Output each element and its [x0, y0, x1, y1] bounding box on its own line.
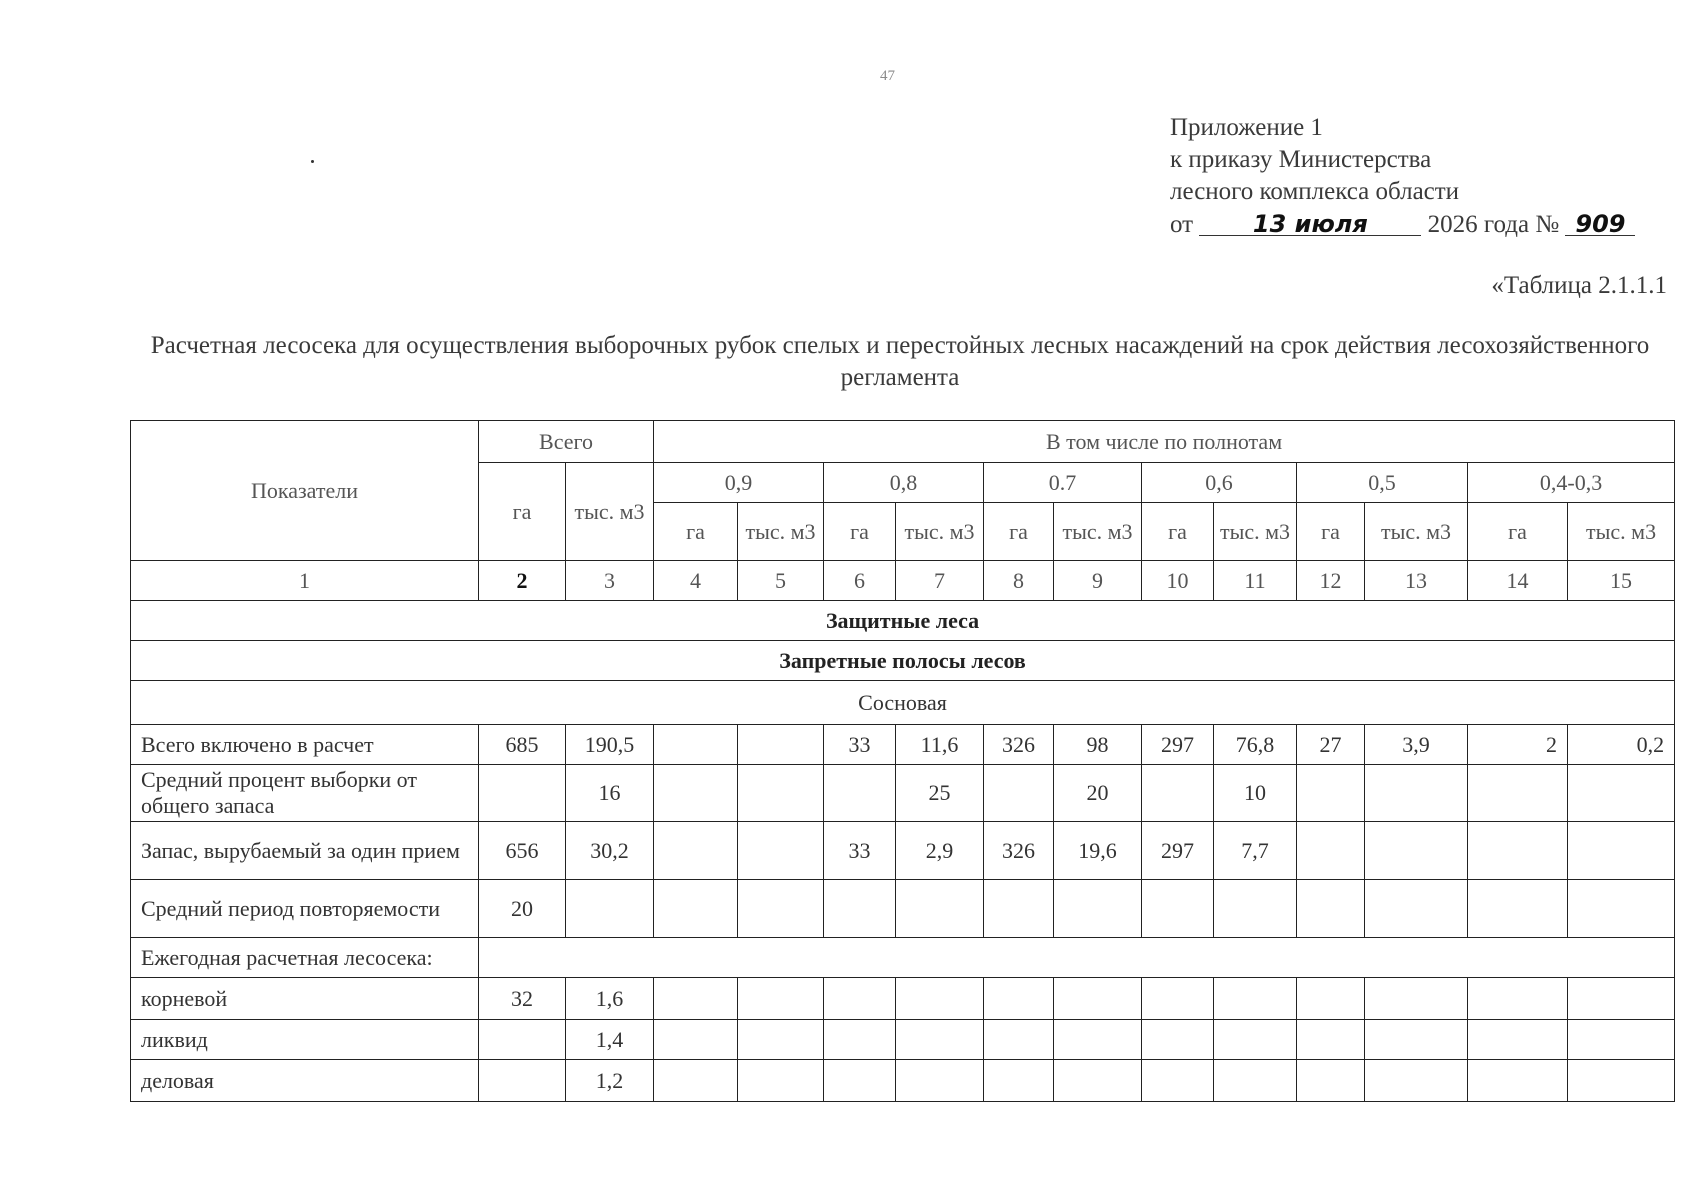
- cell: [1297, 1020, 1365, 1060]
- cell: [1365, 1060, 1468, 1102]
- cell: [824, 1060, 896, 1102]
- cell: [1568, 822, 1675, 880]
- cell: [1365, 880, 1468, 938]
- cell: [824, 978, 896, 1020]
- cell: [1214, 1060, 1297, 1102]
- header-m3: тыс. м3: [738, 503, 824, 561]
- cell: 98: [1054, 725, 1142, 765]
- col-number: 13: [1365, 561, 1468, 601]
- cell: 7,7: [1214, 822, 1297, 880]
- cell: [1054, 978, 1142, 1020]
- header-total-ha: га: [479, 463, 566, 561]
- cell: [1142, 1020, 1214, 1060]
- cell: 20: [479, 880, 566, 938]
- cell: [1568, 880, 1675, 938]
- cell: [984, 1020, 1054, 1060]
- header-density-0-5: 0,5: [1297, 463, 1468, 503]
- cell: [1214, 1020, 1297, 1060]
- cell: [1468, 1060, 1568, 1102]
- cell: 0,2: [1568, 725, 1675, 765]
- cell: [896, 978, 984, 1020]
- header-m3: тыс. м3: [1365, 503, 1468, 561]
- header-density-0-7: 0.7: [984, 463, 1142, 503]
- col-number: 12: [1297, 561, 1365, 601]
- col-number: 6: [824, 561, 896, 601]
- cell: 20: [1054, 765, 1142, 822]
- cell: 297: [1142, 822, 1214, 880]
- row-label: Запас, вырубаемый за один прием: [131, 822, 479, 880]
- cell: [1142, 978, 1214, 1020]
- cell: [1568, 765, 1675, 822]
- cell: 1,2: [566, 1060, 654, 1102]
- col-number: 5: [738, 561, 824, 601]
- cell: 190,5: [566, 725, 654, 765]
- header-density-0-9: 0,9: [654, 463, 824, 503]
- header-m3: тыс. м3: [896, 503, 984, 561]
- header-ha: га: [1142, 503, 1214, 561]
- cell: [738, 880, 824, 938]
- cell: [1054, 880, 1142, 938]
- table-row: [131, 978, 1675, 1020]
- col-number: 14: [1468, 561, 1568, 601]
- cell: [738, 822, 824, 880]
- header-ha: га: [1468, 503, 1568, 561]
- cell: 685: [479, 725, 566, 765]
- cell: 33: [824, 822, 896, 880]
- header-ha: га: [984, 503, 1054, 561]
- column-number-row: [131, 561, 1675, 601]
- cell: [984, 880, 1054, 938]
- appendix-line-3: лесного комплекса области: [1170, 178, 1460, 205]
- cell: [654, 1020, 738, 1060]
- header-total: Всего: [479, 421, 654, 463]
- appendix-block: [1170, 112, 1635, 241]
- row-label: корневой: [131, 978, 479, 1020]
- cell: [654, 822, 738, 880]
- row-label: деловая: [131, 1060, 479, 1102]
- table-row: [131, 880, 1675, 938]
- cell: [1568, 978, 1675, 1020]
- header-ha: га: [654, 503, 738, 561]
- page-number: 47: [880, 68, 895, 84]
- cell: [479, 765, 566, 822]
- cell: [1468, 1020, 1568, 1060]
- cell: [1297, 978, 1365, 1020]
- table-row: [131, 822, 1675, 880]
- cell: 19,6: [1054, 822, 1142, 880]
- col-number: 3: [566, 561, 654, 601]
- table-reference: «Таблица 2.1.1.1: [1491, 272, 1667, 299]
- header-m3: тыс. м3: [1054, 503, 1142, 561]
- header-ha: га: [1297, 503, 1365, 561]
- header-ha: га: [824, 503, 896, 561]
- cell: [984, 765, 1054, 822]
- cell: [896, 1020, 984, 1060]
- header-indicators: Показатели: [131, 421, 479, 561]
- row-label: Средний процент выборки от общего запаса: [131, 765, 479, 822]
- cell: [1054, 1060, 1142, 1102]
- appendix-line-1: Приложение 1: [1170, 114, 1323, 141]
- section-protective-forests: Защитные леса: [131, 601, 1675, 641]
- cell: [1365, 1020, 1468, 1060]
- cell: 16: [566, 765, 654, 822]
- cell: [654, 1060, 738, 1102]
- cell: [984, 978, 1054, 1020]
- date-field: [1199, 208, 1421, 236]
- cell: [1468, 822, 1568, 880]
- header-density-0-4-0-3: 0,4-0,3: [1468, 463, 1675, 503]
- cell: [738, 1060, 824, 1102]
- document-title: Расчетная лесосека для осуществления выборочных рубок спелых и перестойных лесных насаждений на срок действия лесохозяйственного регламента: [150, 332, 1650, 391]
- cell: [1365, 978, 1468, 1020]
- cell: 326: [984, 822, 1054, 880]
- col-number: 4: [654, 561, 738, 601]
- annual-cut-label: Ежегодная расчетная лесосека:: [131, 938, 479, 978]
- cell: [738, 978, 824, 1020]
- cell: [1297, 765, 1365, 822]
- cell: [1214, 978, 1297, 1020]
- header-density-0-6: 0,6: [1142, 463, 1297, 503]
- cell: 2: [1468, 725, 1568, 765]
- header-density-0-8: 0,8: [824, 463, 984, 503]
- cell: [479, 1020, 566, 1060]
- year-label: 2026 года №: [1427, 211, 1560, 238]
- table-row: [131, 765, 1675, 822]
- cell: [1297, 822, 1365, 880]
- header-m3: тыс. м3: [1214, 503, 1297, 561]
- row-label: ликвид: [131, 1020, 479, 1060]
- row-label: Средний период повторяемости: [131, 880, 479, 938]
- cell: 297: [1142, 725, 1214, 765]
- allowable-cut-table: [130, 420, 1675, 1102]
- col-number: 1: [131, 561, 479, 601]
- cell: 33: [824, 725, 896, 765]
- order-number-field: [1565, 208, 1635, 236]
- cell: [824, 765, 896, 822]
- cell: 326: [984, 725, 1054, 765]
- cell: [896, 880, 984, 938]
- cell: 2,9: [896, 822, 984, 880]
- cell: 1,4: [566, 1020, 654, 1060]
- col-number: 10: [1142, 561, 1214, 601]
- cell: 11,6: [896, 725, 984, 765]
- cell: 27: [1297, 725, 1365, 765]
- cell: 30,2: [566, 822, 654, 880]
- cell: 3,9: [1365, 725, 1468, 765]
- col-number: 7: [896, 561, 984, 601]
- header-m3: тыс. м3: [1568, 503, 1675, 561]
- cell: [654, 880, 738, 938]
- cell: [984, 1060, 1054, 1102]
- cell: [654, 725, 738, 765]
- cell: 1,6: [566, 978, 654, 1020]
- cell: [738, 1020, 824, 1060]
- cell: [479, 1060, 566, 1102]
- handwritten-number: 909: [1575, 210, 1626, 238]
- cell: [654, 978, 738, 1020]
- cell: [1142, 765, 1214, 822]
- stray-mark: [311, 160, 314, 163]
- cell: [1297, 1060, 1365, 1102]
- cell: [1142, 1060, 1214, 1102]
- cell: [1468, 978, 1568, 1020]
- cell: [1568, 1060, 1675, 1102]
- cell: [738, 725, 824, 765]
- cell: [824, 880, 896, 938]
- cell: [738, 765, 824, 822]
- table-row: [131, 1020, 1675, 1060]
- col-number: 9: [1054, 561, 1142, 601]
- annual-cut-spacer: [479, 938, 1675, 978]
- from-label: от: [1170, 211, 1194, 238]
- cell: 10: [1214, 765, 1297, 822]
- cell: [1214, 880, 1297, 938]
- col-number: 11: [1214, 561, 1297, 601]
- cell: [1468, 765, 1568, 822]
- section-forbidden-strips: Запретные полосы лесов: [131, 641, 1675, 681]
- header-total-m3: тыс. м3: [566, 463, 654, 561]
- cell: [1054, 1020, 1142, 1060]
- cell: [1468, 880, 1568, 938]
- cell: [1142, 880, 1214, 938]
- cell: [896, 1060, 984, 1102]
- cell: [1365, 765, 1468, 822]
- row-label: Всего включено в расчет: [131, 725, 479, 765]
- appendix-date-line: [1170, 208, 1635, 241]
- cell: 76,8: [1214, 725, 1297, 765]
- cell: [1568, 1020, 1675, 1060]
- cell: [654, 765, 738, 822]
- cell: 656: [479, 822, 566, 880]
- cell: 32: [479, 978, 566, 1020]
- header-by-density: В том числе по полнотам: [654, 421, 1675, 463]
- cell: [1297, 880, 1365, 938]
- cell: [824, 1020, 896, 1060]
- appendix-line-2: к приказу Министерства: [1170, 146, 1432, 173]
- section-species-pine: Сосновая: [131, 681, 1675, 725]
- col-number: 2: [479, 561, 566, 601]
- cell: [566, 880, 654, 938]
- col-number: 8: [984, 561, 1054, 601]
- table-row: [131, 1060, 1675, 1102]
- cell: 25: [896, 765, 984, 822]
- col-number: 15: [1568, 561, 1675, 601]
- cell: [1365, 822, 1468, 880]
- table-row: [131, 938, 1675, 978]
- table-row: [131, 725, 1675, 765]
- handwritten-date: 13 июля: [1252, 210, 1368, 238]
